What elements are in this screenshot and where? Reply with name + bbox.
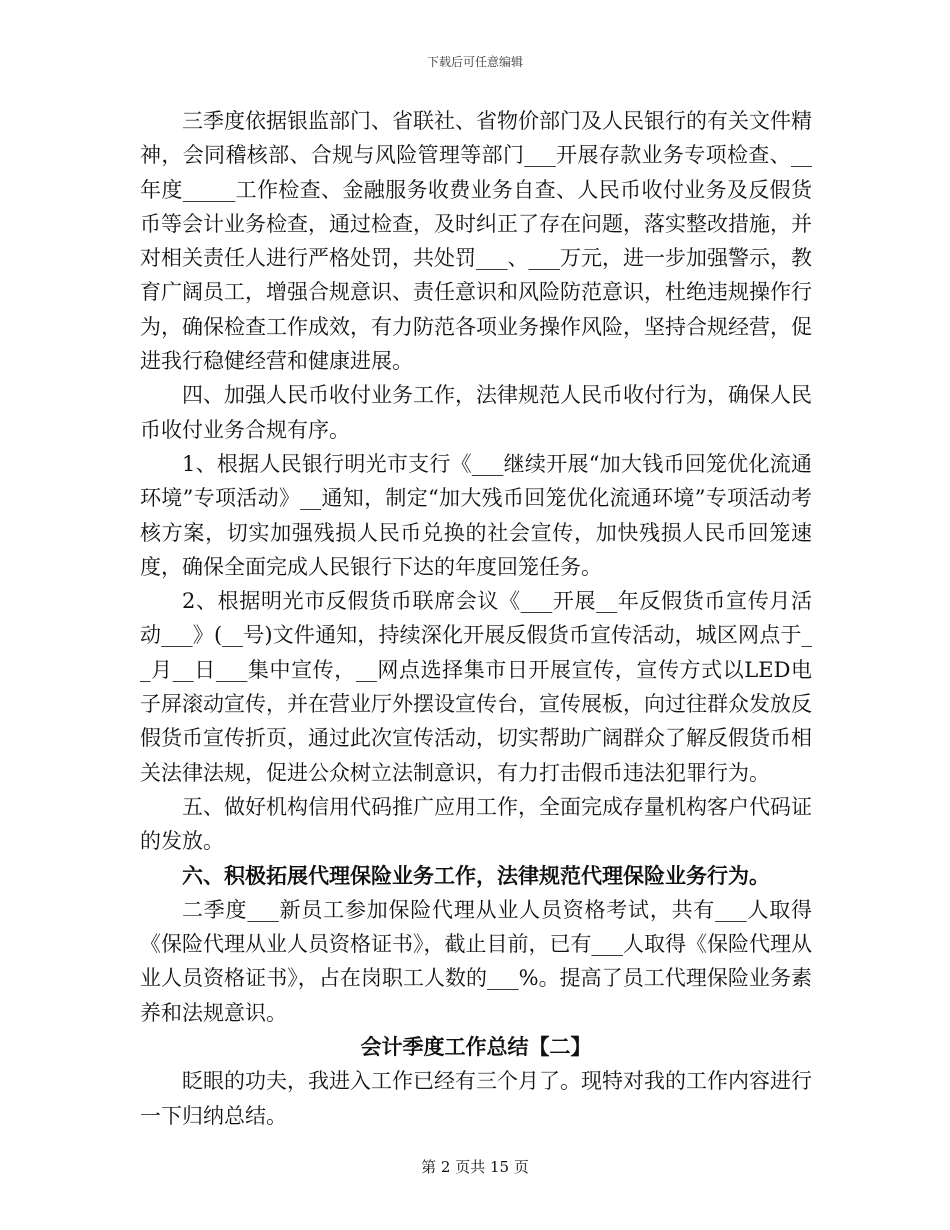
page-footer: 第 2 页共 15 页: [421, 1158, 529, 1176]
section-heading: 会计季度工作总结【二】: [360, 1034, 592, 1060]
paragraph-inspection: 三季度依据银监部门、省联社、省物价部门及人民银行的有关文件精神，会同稽核部、合规与风险管理等部门___开展存款业务专项检查、__年度_____工作检查、金融服务收费业务自查、人民币收付业务及反假货币等会计业务检查，通过检查，及时纠正了存在问题，落实整改措施，并对相关责任人进行严格处罚，共处罚___、___万元，进一步加强警示，教育广阔员工，增强合规意识、责任意识和风险防范意识，杜绝违规操作行为，确保检查工作成效，有力防范各项业务操作风险，坚持合规经营，促进我行稳健经营和健康进展。: [140, 109, 812, 374]
paragraph-insurance: 二季度___新员工参加保险代理从业人员资格考试，共有___人取得《保险代理从业人员资格证书》，截止目前，已有___人取得《保险代理从业人员资格证书》，占在岗职工人数的___%。提高了员工代理保险业务素养和法规意识。: [140, 897, 812, 1025]
page-header: 下载后可任意编辑: [426, 55, 523, 69]
paragraph-section-six: 六、积极拓展代理保险业务工作，法律规范代理保险业务行为。: [182, 862, 770, 888]
paragraph-item-one: 1、根据人民银行明光市支行《___继续开展“加大钱币回笼优化流通环境”专项活动》__通知，制定“加大残币回笼优化流通环境”专项活动考核方案，切实加强残损人民币兑换的社会宣传，加快残损人民币回笼速度，确保全面完成人民银行下达的年度回笼任务。: [140, 451, 812, 579]
paragraph-intro: 眨眼的功夫，我进入工作已经有三个月了。现特对我的工作内容进行一下归纳总结。: [140, 1069, 812, 1128]
document-body: [140, 104, 812, 1133]
paragraph-section-five: 五、做好机构信用代码推广应用工作，全面完成存量机构客户代码证的发放。: [140, 794, 812, 854]
paragraph-section-four: 四、加强人民币收付业务工作，法律规范人民币收付行为，确保人民币收付业务合规有序。: [140, 383, 812, 442]
paragraph-item-two: 2、根据明光市反假货币联席会议《___开展__年反假货币宣传月活动___》(__号)文件通知，持续深化开展反假货币宣传活动，城区网点于__月__日___集中宣传，__网点选择集市日开展宣传，宣传方式以LED电子屏滚动宣传，并在营业厅外摆设宣传台，宣传展板，向过往群众发放反假货币宣传折页，通过此次宣传活动，切实帮助广阔群众了解反假货币相关法律法规，促进公众树立法制意识，有力打击假币违法犯罪行为。: [140, 589, 812, 785]
